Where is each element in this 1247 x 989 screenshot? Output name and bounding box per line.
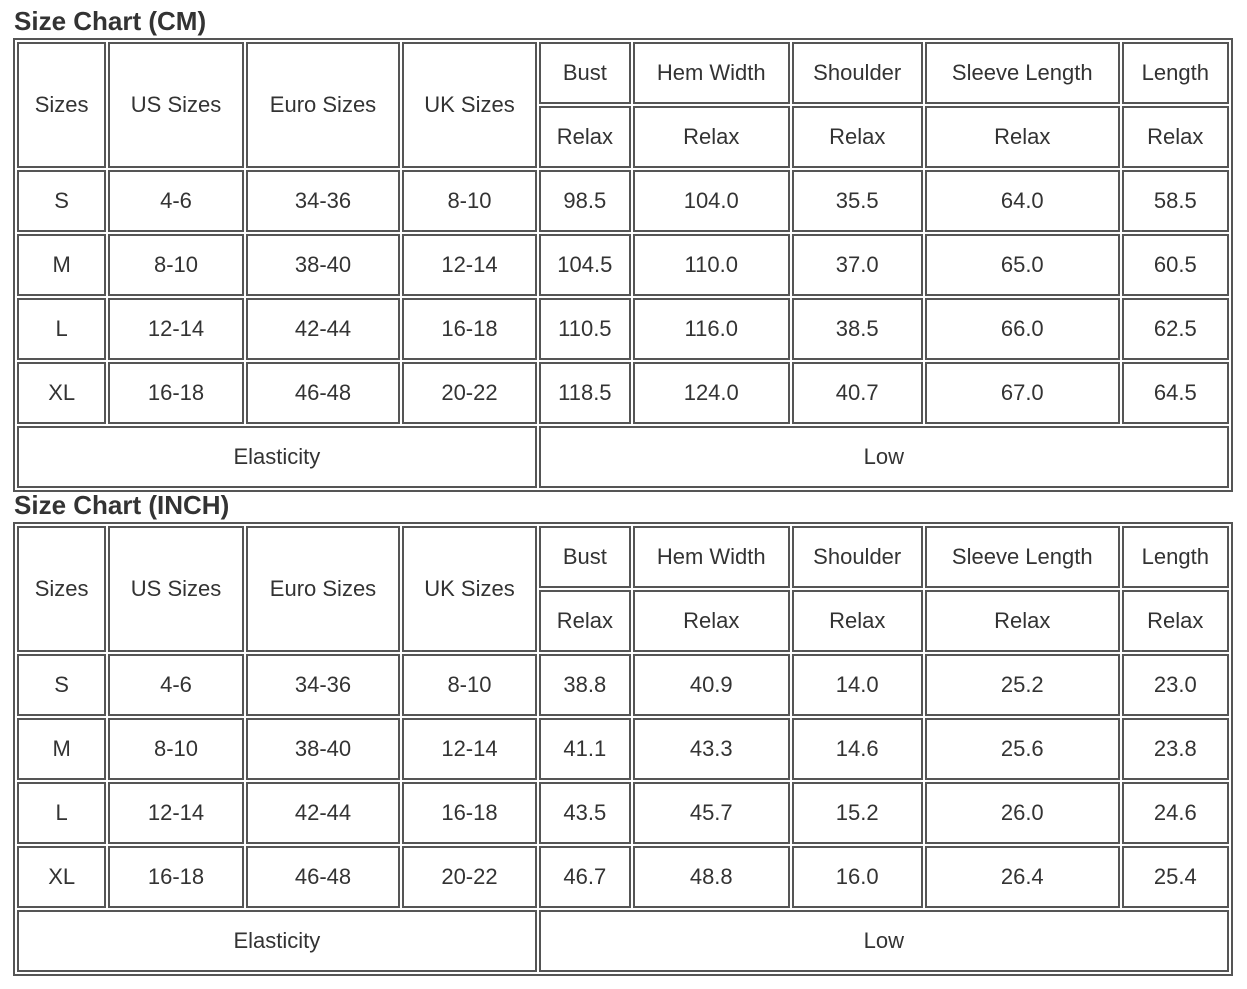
header-bust: Bust [539,42,631,104]
table-cell: 12-14 [402,234,536,296]
header-uk-sizes: UK Sizes [402,526,536,652]
header-shoulder: Shoulder [792,526,923,588]
table-cell: S [17,654,106,716]
table-cell: 37.0 [792,234,923,296]
header-us-sizes: US Sizes [108,526,243,652]
header-euro-sizes: Euro Sizes [246,526,401,652]
size-table [13,522,1233,976]
table-cell: 16-18 [402,298,536,360]
table-cell: 14.6 [792,718,923,780]
table-cell: 48.8 [633,846,790,908]
header-us-sizes: US Sizes [108,42,243,168]
table-cell: 40.7 [792,362,923,424]
table-cell: 64.5 [1122,362,1229,424]
table-cell: 40.9 [633,654,790,716]
table-cell: 45.7 [633,782,790,844]
header-uk-sizes: UK Sizes [402,42,536,168]
table-cell: 26.0 [925,782,1120,844]
header-euro-sizes: Euro Sizes [246,42,401,168]
table-cell: 65.0 [925,234,1120,296]
table-cell: 16-18 [402,782,536,844]
table-cell: 25.2 [925,654,1120,716]
table-cell: 25.4 [1122,846,1229,908]
table-cell: 4-6 [108,170,243,232]
header-hem-width: Hem Width [633,42,790,104]
table-cell: 8-10 [402,170,536,232]
section-title: Size Chart (CM) [14,6,207,36]
table-cell: XL [17,846,106,908]
subheader-cell: Relax [633,590,790,652]
table-cell: 104.5 [539,234,631,296]
table-cell: 8-10 [108,234,243,296]
table-cell: 34-36 [246,654,401,716]
subheader-cell: Relax [1122,106,1229,168]
size-table [13,38,1233,492]
table-cell: 16.0 [792,846,923,908]
header-sleeve-length: Sleeve Length [925,42,1120,104]
table-cell: 110.5 [539,298,631,360]
header-row [17,42,1229,104]
footer-row [17,426,1229,488]
table-cell: XL [17,362,106,424]
size-chart-inch [13,488,1233,976]
table-cell: 64.0 [925,170,1120,232]
subheader-cell: Relax [539,106,631,168]
table-cell: 23.0 [1122,654,1229,716]
table-cell: 62.5 [1122,298,1229,360]
header-hem-width: Hem Width [633,526,790,588]
table-cell: 38.8 [539,654,631,716]
header-length: Length [1122,42,1229,104]
table-cell: 60.5 [1122,234,1229,296]
table-cell: 41.1 [539,718,631,780]
elasticity-value: Low [539,426,1229,488]
table-cell: 12-14 [402,718,536,780]
table-row [17,846,1229,908]
subheader-cell: Relax [925,106,1120,168]
table-cell: 12-14 [108,298,243,360]
table-cell: 23.8 [1122,718,1229,780]
table-row [17,170,1229,232]
header-length: Length [1122,526,1229,588]
subheader-cell: Relax [792,590,923,652]
table-cell: 16-18 [108,362,243,424]
header-sizes: Sizes [17,42,106,168]
table-cell: 66.0 [925,298,1120,360]
header-shoulder: Shoulder [792,42,923,104]
table-cell: 118.5 [539,362,631,424]
table-cell: 38-40 [246,718,401,780]
table-row [17,234,1229,296]
header-sleeve-length: Sleeve Length [925,526,1120,588]
table-cell: L [17,298,106,360]
table-cell: L [17,782,106,844]
table-cell: 116.0 [633,298,790,360]
elasticity-label: Elasticity [17,910,537,972]
table-cell: 46-48 [246,846,401,908]
table-cell: 98.5 [539,170,631,232]
table-cell: 26.4 [925,846,1120,908]
table-cell: 38.5 [792,298,923,360]
table-cell: 24.6 [1122,782,1229,844]
table-cell: 4-6 [108,654,243,716]
table-cell: S [17,170,106,232]
table-row [17,362,1229,424]
subheader-cell: Relax [539,590,631,652]
subheader-cell: Relax [925,590,1120,652]
table-cell: 58.5 [1122,170,1229,232]
header-sizes: Sizes [17,526,106,652]
table-row [17,298,1229,360]
table-cell: 12-14 [108,782,243,844]
table-cell: 16-18 [108,846,243,908]
table-cell: 15.2 [792,782,923,844]
table-cell: 34-36 [246,170,401,232]
table-cell: 25.6 [925,718,1120,780]
footer-row [17,910,1229,972]
table-cell: 8-10 [108,718,243,780]
table-cell: 8-10 [402,654,536,716]
elasticity-value: Low [539,910,1229,972]
table-cell: 124.0 [633,362,790,424]
header-row [17,526,1229,588]
section-title: Size Chart (INCH) [14,490,230,520]
subheader-cell: Relax [792,106,923,168]
size-chart-cm [13,4,1233,492]
table-cell: 46.7 [539,846,631,908]
table-cell: 35.5 [792,170,923,232]
table-row [17,654,1229,716]
table-row [17,718,1229,780]
header-bust: Bust [539,526,631,588]
table-cell: 20-22 [402,362,536,424]
table-cell: 20-22 [402,846,536,908]
table-row [17,782,1229,844]
table-cell: 42-44 [246,298,401,360]
subheader-cell: Relax [633,106,790,168]
table-cell: 110.0 [633,234,790,296]
table-cell: 43.5 [539,782,631,844]
table-cell: 46-48 [246,362,401,424]
subheader-cell: Relax [1122,590,1229,652]
table-cell: M [17,234,106,296]
elasticity-label: Elasticity [17,426,537,488]
table-cell: 14.0 [792,654,923,716]
table-cell: 104.0 [633,170,790,232]
table-cell: 67.0 [925,362,1120,424]
table-cell: M [17,718,106,780]
table-cell: 38-40 [246,234,401,296]
table-cell: 43.3 [633,718,790,780]
table-cell: 42-44 [246,782,401,844]
